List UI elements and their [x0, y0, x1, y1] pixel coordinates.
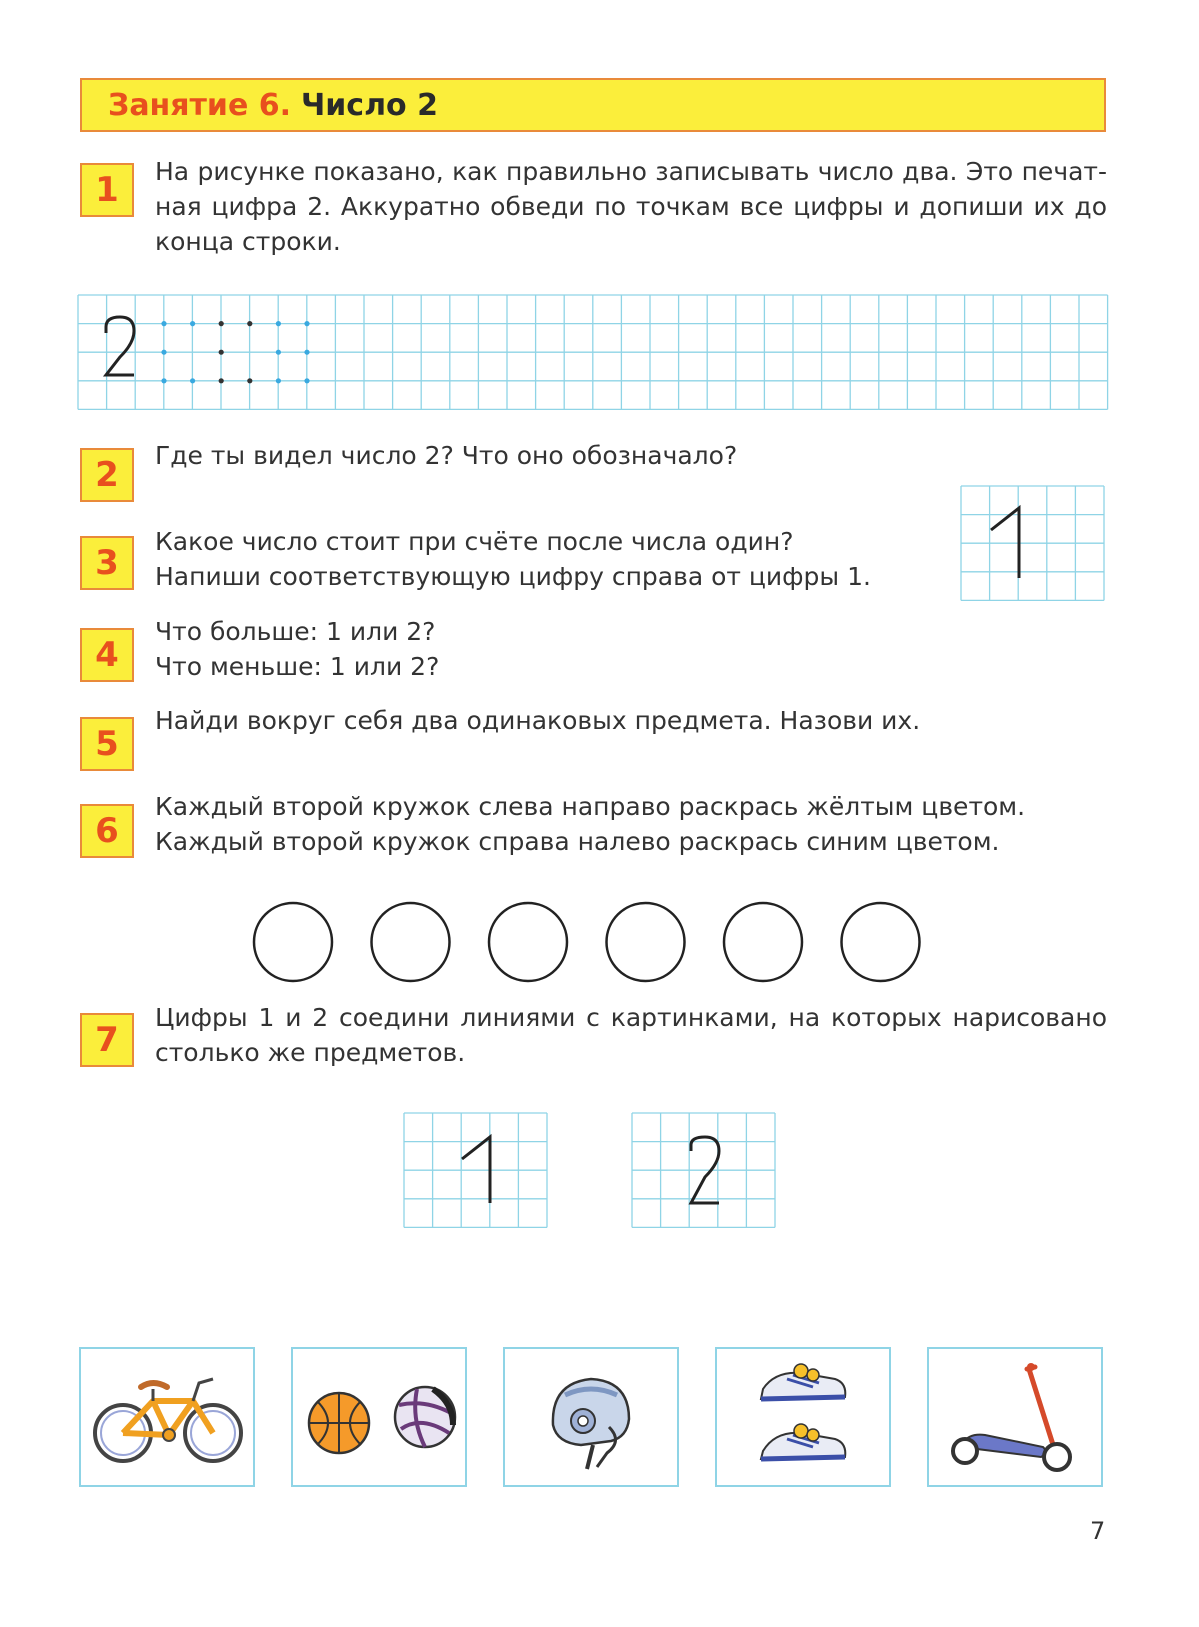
coloring-circle[interactable] [254, 903, 332, 981]
tracing-dot [304, 378, 309, 383]
writing-grid[interactable] [78, 295, 1108, 411]
task-text-7 [155, 1000, 1107, 1070]
task-1-line-1: На рисунке показано, как правильно записывать число два. Это печат- [155, 157, 1107, 186]
tracing-dot [161, 378, 166, 383]
coloring-circle[interactable] [489, 903, 567, 981]
task-6-line-1: Каждый второй кружок слева направо раскрась жёлтым цветом. [155, 792, 1026, 821]
tracing-dot [219, 378, 224, 383]
picture-scooter[interactable] [927, 1347, 1103, 1487]
two-balls-icon [293, 1349, 465, 1485]
tracing-dot [276, 321, 281, 326]
tracing-dot [161, 321, 166, 326]
task-7-grid-two[interactable] [632, 1113, 777, 1229]
task-text-5 [155, 703, 1107, 738]
lesson-topic: Число 2 [301, 87, 438, 123]
task-7-line-1: Цифры 1 и 2 соедини линиями с картинками, на которых нарисовано [155, 1003, 1107, 1032]
task-number-6: 6 [80, 804, 134, 858]
task-number-5: 5 [80, 717, 134, 771]
picture-two-balls[interactable] [291, 1347, 467, 1487]
coloring-circle[interactable] [372, 903, 450, 981]
grid-lines [78, 295, 1108, 409]
lesson-header [80, 78, 1106, 132]
task-7-grid-one[interactable] [404, 1113, 549, 1229]
coloring-circle[interactable] [724, 903, 802, 981]
task-number-2: 2 [80, 448, 134, 502]
coloring-circles[interactable] [253, 902, 953, 992]
picture-bicycle[interactable] [79, 1347, 255, 1487]
bicycle-icon [81, 1349, 253, 1485]
task-3-line-2: Напиши соответствующую цифру справа от цифры 1. [155, 562, 871, 591]
task-4-line-2: Что меньше: 1 или 2? [155, 652, 440, 681]
task-number-4: 4 [80, 628, 134, 682]
task-2-line-1: Где ты видел число 2? Что оно обозначало? [155, 441, 738, 470]
tracing-dot [276, 378, 281, 383]
task-number-1: 1 [80, 163, 134, 217]
picture-helmet[interactable] [503, 1347, 679, 1487]
grid-lines [632, 1113, 775, 1227]
tracing-dot [304, 350, 309, 355]
tracing-dot [190, 321, 195, 326]
task-1-line-3: конца строки. [155, 227, 341, 256]
lesson-number: Занятие 6. [108, 87, 292, 123]
task-text-2 [155, 438, 1107, 473]
task-7-line-2: столько же предметов. [155, 1038, 466, 1067]
task-6-line-2: Каждый второй кружок справа налево раскрась синим цветом. [155, 827, 1000, 856]
task-4-line-1: Что больше: 1 или 2? [155, 617, 436, 646]
tracing-dot [247, 378, 252, 383]
scooter-icon [929, 1349, 1101, 1485]
tracing-dot [276, 350, 281, 355]
task-text-3 [155, 524, 1107, 594]
pair-of-sneakers-icon [717, 1349, 889, 1485]
task-number-3: 3 [80, 536, 134, 590]
task-3-line-1: Какое число стоит при счёте после числа один? [155, 527, 794, 556]
tracing-dot [304, 321, 309, 326]
task-5-line-1: Найди вокруг себя два одинаковых предмета. Назови их. [155, 706, 921, 735]
task-text-1 [155, 154, 1107, 259]
grid-lines [404, 1113, 547, 1227]
tracing-dot [219, 321, 224, 326]
coloring-circle[interactable] [607, 903, 685, 981]
tracing-dot [190, 378, 195, 383]
picture-sneakers[interactable] [715, 1347, 891, 1487]
helmet-icon [505, 1349, 677, 1485]
task-text-4 [155, 614, 1107, 684]
task-1-line-2: ная цифра 2. Аккуратно обведи по точкам все цифры и допиши их до [155, 192, 1107, 221]
page-number: 7 [1090, 1517, 1106, 1545]
tracing-dot [247, 321, 252, 326]
tracing-dot [219, 350, 224, 355]
coloring-circle[interactable] [842, 903, 920, 981]
task-text-6 [155, 789, 1107, 859]
task-number-7: 7 [80, 1013, 134, 1067]
tracing-dot [161, 350, 166, 355]
